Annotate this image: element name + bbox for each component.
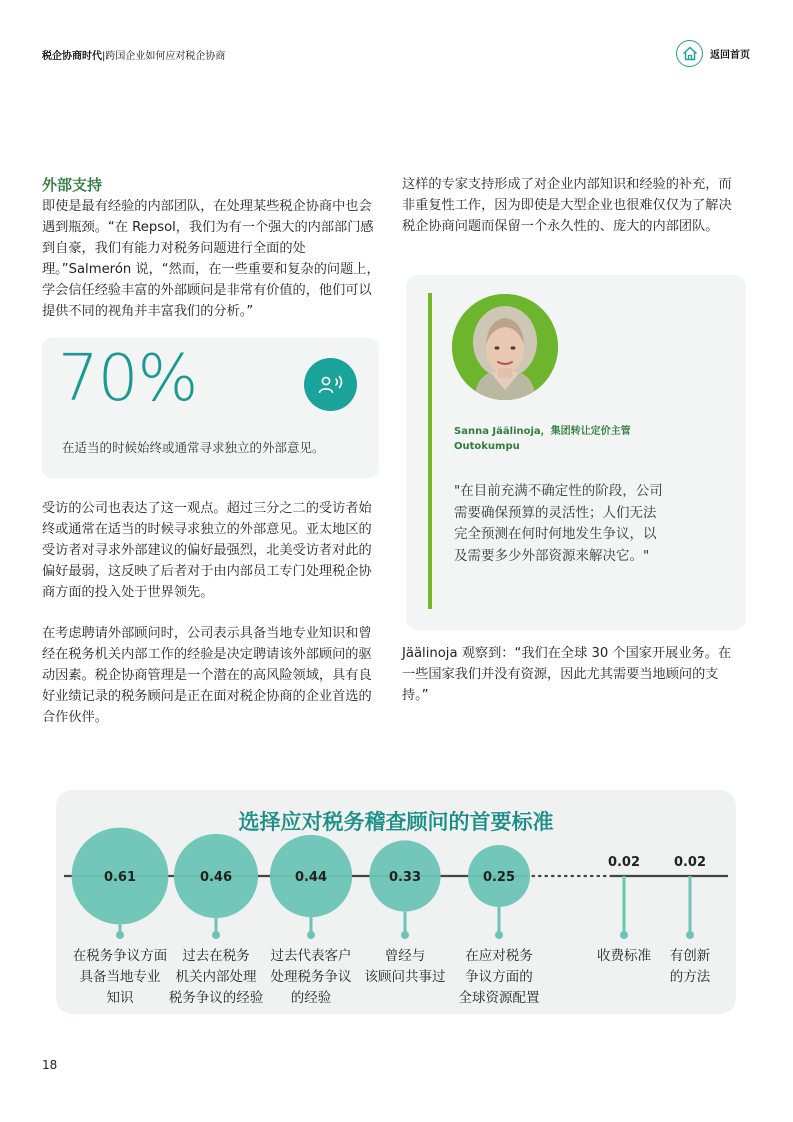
quote-accent-bar (428, 293, 432, 609)
speaking-person-icon (304, 358, 357, 411)
paragraph-intro: 即使是最有经验的内部团队，在处理某些税企协商中也会遇到瓶颈。“在 Repsol，我们为有一个强大的内部部门感到自豪，我们有能力对税务问题进行全面的处理。”Salmerón 说，“然而，在一些重要和复杂的问题上，学会信任经验丰富的外部顾问是非常有价值的，他们可以提供不同的视角并丰富我们的分析。” (42, 199, 380, 319)
section-heading: 外部支持 (42, 176, 103, 194)
category-label: 税务争议的经验 (168, 990, 264, 1006)
quote-attribution (454, 424, 631, 454)
quote-card (406, 275, 746, 630)
running-header (42, 47, 225, 62)
right-column-bottom (402, 643, 744, 706)
category-label: 具备当地专业 (79, 969, 161, 985)
quote-text: "在目前充满不确定性的阶段，公司需要确保预算的灵活性；人们无法完全预测在何时何地发生争议，以及需要多少外部资源来解决它。" (454, 483, 663, 564)
data-stem-dot (116, 931, 124, 939)
data-stem-dot (401, 931, 409, 939)
chart-title: 选择应对税务稽查顾问的首要标准 (238, 810, 554, 834)
data-stem-dot (686, 931, 694, 939)
left-column-bottom (42, 498, 380, 728)
home-icon[interactable] (676, 40, 703, 67)
paragraph-advisors: 在考虑聘请外部顾问时，公司表示具备当地专业知识和曾经在税务机关内部工作的经验是决定聘请该外部顾问的驱动因素。税企协商管理是一个潜在的高风险领域，具有良好业绩记录的税务顾问是正在面对税企协商的企业首选的合作伙伴。 (42, 626, 372, 725)
data-value-label: 0.46 (199, 870, 233, 885)
stat-card (42, 338, 379, 478)
category-label: 收费标准 (597, 948, 651, 964)
paragraph-survey: 受访的公司也表达了这一观点。超过三分之二的受访者始终或通常在适当的时候寻求独立的外部意见。亚太地区的受访者对寻求外部建议的偏好最强烈，北美受访者对此的偏好最弱，这反映了后者对于由内部员工专门处理税企协商方面的投入处于世界领先。 (42, 501, 372, 600)
stat-value: 70% (58, 342, 198, 416)
data-stem-dot (495, 931, 503, 939)
category-label: 全球资源配置 (458, 990, 540, 1006)
category-label: 曾经与 (384, 948, 426, 964)
category-label: 有创新 (669, 948, 711, 964)
paragraph-jaalinoja: Jäälinoja 观察到：“我们在全球 30 个国家开展业务。在一些国家我们并没有资源，因此尤其需要当地顾问的支持。” (402, 646, 732, 703)
data-stem-dot (212, 931, 220, 939)
data-value-label: 0.25 (482, 870, 516, 885)
category-label: 知识 (106, 990, 134, 1006)
category-label: 过去代表客户 (270, 948, 352, 964)
header-title-rest: |跨国企业如何应对税企协商 (102, 51, 226, 62)
paragraph-expert-support: 这样的专家支持形成了对企业内部知识和经验的补充，而非重复性工作，因为即使是大型企业也很难仅仅为了解决税企协商问题而保留一个永久性的、庞大的内部团队。 (402, 177, 732, 234)
home-label[interactable]: 返回首页 (710, 50, 750, 61)
stat-caption: 在适当的时候始终或通常寻求独立的外部意见。 (62, 440, 325, 455)
left-column-top (42, 174, 380, 322)
quote-company: Outokumpu (454, 441, 520, 452)
quote-person-name: Sanna Jäälinoja，集团转让定价主管 (454, 426, 631, 437)
criteria-chart (56, 790, 736, 1014)
header-title-bold: 税企协商时代 (42, 51, 102, 62)
category-label: 争议方面的 (465, 969, 533, 985)
category-label: 过去在税务 (182, 948, 250, 964)
data-value-label: 0.02 (607, 855, 641, 870)
category-label: 该顾问共事过 (364, 969, 446, 985)
data-stem-dot (620, 931, 628, 939)
category-label: 机关内部处理 (175, 969, 257, 985)
data-value-label: 0.61 (103, 870, 137, 885)
category-label: 在税务争议方面 (72, 948, 168, 964)
data-value-label: 0.33 (388, 870, 422, 885)
page-number: 18 (42, 1058, 58, 1072)
category-label: 的经验 (290, 990, 332, 1006)
data-value-label: 0.44 (294, 870, 328, 885)
category-label: 的方法 (669, 969, 711, 985)
right-column-top (402, 174, 744, 237)
data-value-label: 0.02 (673, 855, 707, 870)
data-stem-dot (307, 931, 315, 939)
home-link[interactable] (676, 40, 750, 67)
category-label: 在应对税务 (465, 948, 533, 964)
category-label: 处理税务争议 (270, 969, 352, 985)
portrait-photo (452, 294, 558, 400)
chart-plot (56, 790, 736, 1014)
